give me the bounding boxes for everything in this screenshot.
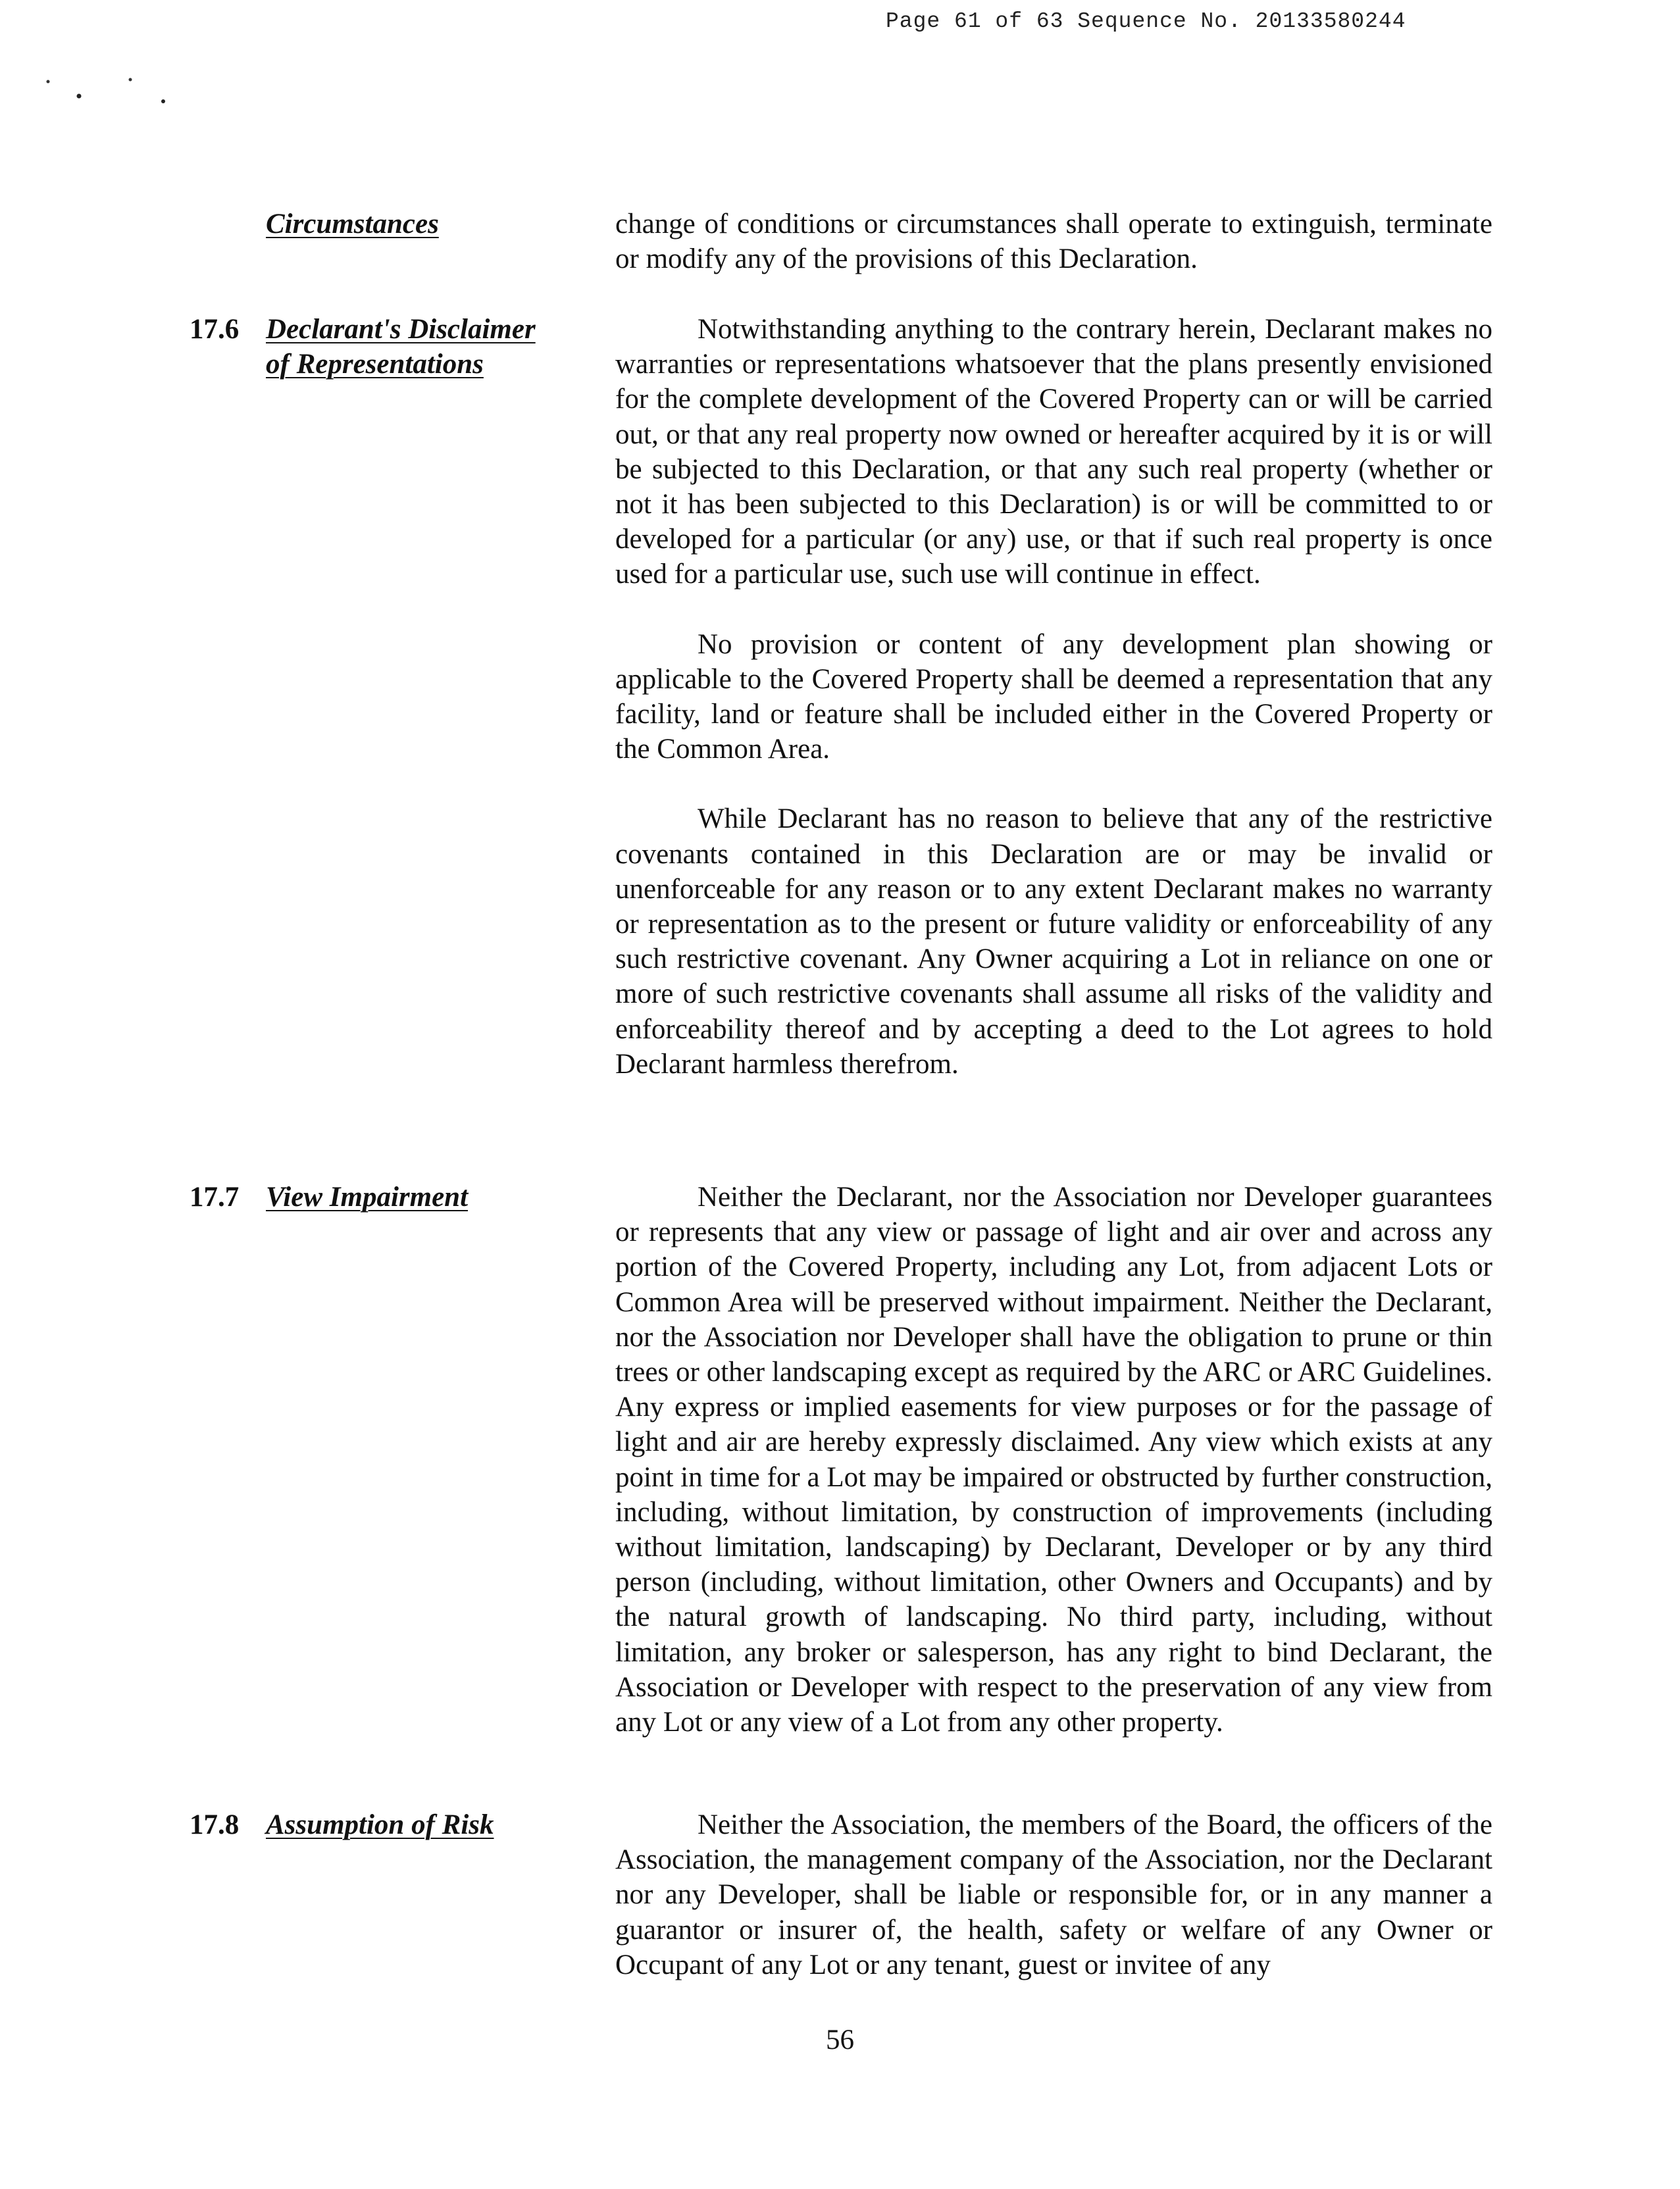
section-heading-17-6 [190, 312, 558, 382]
section-body-17-6 [615, 312, 1492, 1117]
section-title: Circumstances [266, 209, 439, 239]
section-number: 17.7 [190, 1182, 240, 1213]
page-sequence-stamp: Page 61 of 63 Sequence No. 20133580244 [886, 9, 1406, 34]
section-number: 17.6 [190, 314, 240, 345]
body-paragraph: No provision or content of any development plan showing or applicable to the Covered Property shall be deemed a representation that any facility, land or feature shall be included either in the Covered Property or the Common Area. [615, 628, 1492, 765]
section-heading-17-7 [190, 1180, 558, 1215]
section-heading-17-8 [190, 1807, 558, 1842]
section-body-17-7 [615, 1180, 1492, 1774]
section-title: View Impairment [266, 1182, 469, 1213]
section-title-continued: of Representations [266, 349, 484, 380]
section-title: Declarant's Disclaimer [266, 314, 536, 345]
body-paragraph: Notwithstanding anything to the contrary herein, Declarant makes no warranties or representations whatsoever that the plans presently envisioned for the complete development of the Covered Property can or will be carried out, or that any real property now owned or hereafter acquired by it is or will be subjected to this Declaration, or that any such real property (whether or not it has been subjected to this Declaration) is or will be committed to or developed for a particular (or any) use, or that if such real property is once used for a particular use, such use will continue in effect. [615, 314, 1492, 590]
section-body-circumstances [615, 207, 1492, 311]
body-paragraph: While Declarant has no reason to believe that any of the restrictive covenants contained in this Declaration are or may be invalid or unenforceable for any reason or to any extent Declarant makes no warranty or representation as to the present or future validity or enforceability of any such restrictive covenant. Any Owner acquiring a Lot in reliance on one or more of such restrictive covenants shall assume all risks of the validity and enforceability thereof and by accepting a deed to the Lot agrees to hold Declarant harmless therefrom. [615, 803, 1492, 1080]
section-body-17-8 [615, 1807, 1492, 2017]
body-paragraph: change of conditions or circumstances shall operate to extinguish, terminate or modify any of the provisions of this Declaration. [615, 209, 1492, 275]
section-title: Assumption of Risk [266, 1809, 494, 1840]
section-heading-circumstances [190, 207, 558, 241]
page-number: 56 [826, 2025, 854, 2055]
section-number: 17.8 [190, 1809, 240, 1840]
body-paragraph: Neither the Declarant, nor the Association nor Developer guarantees or represents that any view or passage of light and air over and across any portion of the Covered Property, including any Lot, from adjacent Lots or Common Area will be preserved without impairment. Neither the Declarant, nor the Association nor Developer shall have the obligation to prune or thin trees or other landscaping except as required by the ARC or ARC Guidelines. Any express or implied easements for view purposes or for the passage of light and air are hereby expressly disclaimed. Any view which exists at any point in time for a Lot may be impaired or obstructed by further construction, including, without limitation, by construction of improvements (including without limitation, landscaping) by Declarant, Developer or by any third person (including, without limitation, other Owners and Occupants) and by the natural growth of landscaping. No third party, including, without limitation, any broker or salesperson, has any right to bind Declarant, the Association or Developer with respect to the preservation of any view from any Lot or any view of a Lot from any other property. [615, 1182, 1492, 1738]
body-paragraph: Neither the Association, the members of the Board, the officers of the Association, the management company of the Association, nor the Declarant nor any Developer, shall be liable or responsible for, or in any manner a guarantor or insurer of, the health, safety or welfare of any Owner or Occupant of any Lot or any tenant, guest or invitee of any [615, 1809, 1492, 1980]
scan-specks [39, 72, 184, 112]
